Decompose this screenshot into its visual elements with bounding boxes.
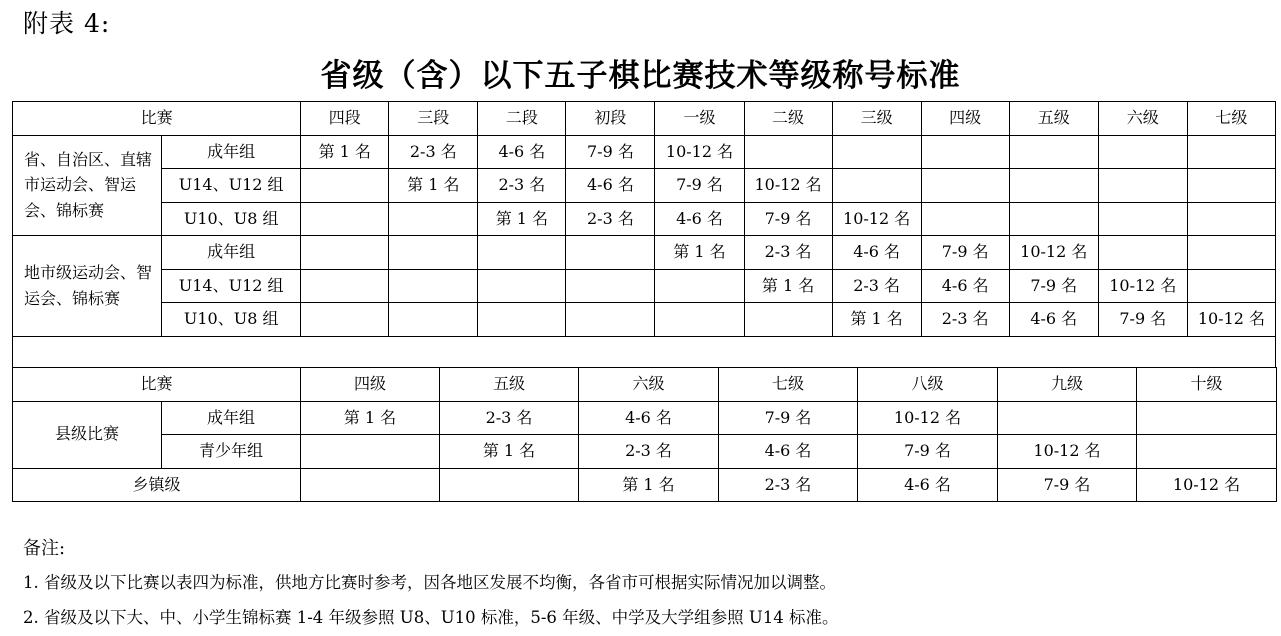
table-cell [389, 236, 478, 270]
header-cell: 七级 [1187, 102, 1275, 136]
header-cell: 九级 [998, 368, 1137, 402]
table-cell [301, 468, 440, 502]
table-row [13, 401, 1277, 435]
table-cell: 10-12 名 [998, 435, 1137, 469]
table-cell: 7-9 名 [921, 236, 1009, 270]
table-cell [1098, 135, 1187, 169]
header-cell: 初段 [566, 102, 655, 136]
table-cell: 7-9 名 [719, 401, 858, 435]
table-cell [655, 269, 744, 303]
table-cell: 2-3 名 [478, 169, 566, 203]
table-cell: 2-3 名 [389, 135, 478, 169]
row-label: U10、U8 组 [162, 202, 301, 236]
table-row [13, 135, 1276, 169]
header-cell: 八级 [858, 368, 998, 402]
table-cell: 4-6 名 [921, 269, 1009, 303]
table-cell: 2-3 名 [579, 435, 719, 469]
table-cell: 第 1 名 [440, 435, 579, 469]
table-cell [744, 135, 832, 169]
table-cell: 4-6 名 [478, 135, 566, 169]
header-cell: 四级 [921, 102, 1009, 136]
table-cell: 10-12 名 [655, 135, 744, 169]
table-cell: 第 1 名 [744, 269, 832, 303]
table-cell: 10-12 名 [744, 169, 832, 203]
header-cell: 一级 [655, 102, 744, 136]
row-label: U14、U12 组 [162, 269, 301, 303]
table-cell [389, 303, 478, 337]
table-cell: 第 1 名 [301, 135, 389, 169]
table-cell [1098, 169, 1187, 203]
table-cell: 2-3 名 [921, 303, 1009, 337]
table-cell [478, 236, 566, 270]
table-cell: 第 1 名 [579, 468, 719, 502]
notes-heading: 备注: [23, 538, 66, 559]
table-cell [301, 303, 389, 337]
table-cell: 2-3 名 [744, 236, 832, 270]
note-item: 2. 省级及以下大、中、小学生锦标赛 1-4 年级参照 U8、U10 标准，5-6 年级、中学及大学组参照 U14 标准。 [23, 608, 839, 627]
table-cell [832, 169, 921, 203]
table-cell: 第 1 名 [478, 202, 566, 236]
table-row [13, 236, 1276, 270]
table-cell [440, 468, 579, 502]
table-cell [744, 303, 832, 337]
table-cell: 10-12 名 [1187, 303, 1275, 337]
header-row [13, 102, 1276, 136]
table-cell: 第 1 名 [389, 169, 478, 203]
table-cell: 10-12 名 [832, 202, 921, 236]
table-cell [301, 269, 389, 303]
table-cell [1187, 269, 1275, 303]
attachment-label: 附表 4: [23, 9, 111, 38]
table-cell: 第 1 名 [832, 303, 921, 337]
table-cell: 2-3 名 [832, 269, 921, 303]
table-cell [921, 169, 1009, 203]
document-title: 省级（含）以下五子棋比赛技术等级称号标准 [320, 58, 961, 94]
table-cell [1187, 135, 1275, 169]
table-cell [1187, 169, 1275, 203]
header-cell: 三段 [389, 102, 478, 136]
table-cell: 10-12 名 [858, 401, 998, 435]
header-corner: 比赛 [13, 102, 301, 136]
table-cell [1187, 236, 1275, 270]
table-cell [301, 236, 389, 270]
table-cell [1137, 435, 1277, 469]
table-cell [1098, 202, 1187, 236]
table-cell [566, 236, 655, 270]
table-cell [301, 202, 389, 236]
table-cell: 7-9 名 [1098, 303, 1187, 337]
table-row [13, 269, 1276, 303]
table-row [13, 468, 1277, 502]
grade-table-county-township [12, 367, 1277, 502]
row-label: 成年组 [162, 401, 301, 435]
table-cell [1009, 202, 1098, 236]
header-cell: 四段 [301, 102, 389, 136]
table-cell [655, 303, 744, 337]
table-cell: 4-6 名 [655, 202, 744, 236]
table-row [13, 169, 1276, 203]
table-cell [478, 269, 566, 303]
table-cell: 7-9 名 [858, 435, 998, 469]
row-label: U14、U12 组 [162, 169, 301, 203]
group-name-county: 县级比赛 [13, 401, 162, 468]
table-cell [566, 269, 655, 303]
table-cell [1009, 169, 1098, 203]
header-cell: 五级 [1009, 102, 1098, 136]
table-cell: 10-12 名 [1009, 236, 1098, 270]
table-cell: 7-9 名 [998, 468, 1137, 502]
header-cell: 六级 [1098, 102, 1187, 136]
table-cell: 4-6 名 [719, 435, 858, 469]
table-cell: 4-6 名 [1009, 303, 1098, 337]
table-row [13, 202, 1276, 236]
row-label: 青少年组 [162, 435, 301, 469]
table-cell [1137, 401, 1277, 435]
table-cell: 7-9 名 [566, 135, 655, 169]
header-row [13, 368, 1277, 402]
note-item: 1. 省级及以下比赛以表四为标准，供地方比赛时参考，因各地区发展不均衡，各省市可根据实际情况加以调整。 [23, 573, 836, 592]
table-cell [566, 303, 655, 337]
grade-table-provincial-city [12, 101, 1276, 368]
table-cell [389, 269, 478, 303]
table-cell [921, 202, 1009, 236]
header-cell: 二级 [744, 102, 832, 136]
table-cell: 7-9 名 [1009, 269, 1098, 303]
header-cell: 十级 [1137, 368, 1277, 402]
header-cell: 七级 [719, 368, 858, 402]
table-cell [389, 202, 478, 236]
table-cell: 2-3 名 [566, 202, 655, 236]
table-cell: 第 1 名 [655, 236, 744, 270]
table-cell [998, 401, 1137, 435]
spacer-row [13, 336, 1276, 367]
table-cell [832, 135, 921, 169]
group-name-provincial: 省、自治区、直辖市运动会、智运会、锦标赛 [13, 135, 162, 236]
header-cell: 五级 [440, 368, 579, 402]
table-cell: 4-6 名 [579, 401, 719, 435]
spacer-cell [13, 336, 1276, 367]
header-cell: 四级 [301, 368, 440, 402]
table-cell [1009, 135, 1098, 169]
table-cell: 7-9 名 [655, 169, 744, 203]
table-cell: 10-12 名 [1098, 269, 1187, 303]
row-label: 成年组 [162, 236, 301, 270]
table-cell [301, 435, 440, 469]
table-cell [1098, 236, 1187, 270]
table-cell: 4-6 名 [858, 468, 998, 502]
table-cell [301, 169, 389, 203]
table-cell: 10-12 名 [1137, 468, 1277, 502]
table-cell: 第 1 名 [301, 401, 440, 435]
header-cell: 二段 [478, 102, 566, 136]
table-cell: 4-6 名 [832, 236, 921, 270]
row-label: 成年组 [162, 135, 301, 169]
table-cell: 7-9 名 [744, 202, 832, 236]
table-cell [478, 303, 566, 337]
group-name-city: 地市级运动会、智运会、锦标赛 [13, 236, 162, 337]
group-name-township: 乡镇级 [13, 468, 301, 502]
table-cell [1187, 202, 1275, 236]
table-cell [921, 135, 1009, 169]
table-cell: 4-6 名 [566, 169, 655, 203]
table-cell: 2-3 名 [440, 401, 579, 435]
row-label: U10、U8 组 [162, 303, 301, 337]
header-cell: 三级 [832, 102, 921, 136]
table-row [13, 303, 1276, 337]
table-cell: 2-3 名 [719, 468, 858, 502]
header-corner: 比赛 [13, 368, 301, 402]
table-row [13, 435, 1277, 469]
header-cell: 六级 [579, 368, 719, 402]
